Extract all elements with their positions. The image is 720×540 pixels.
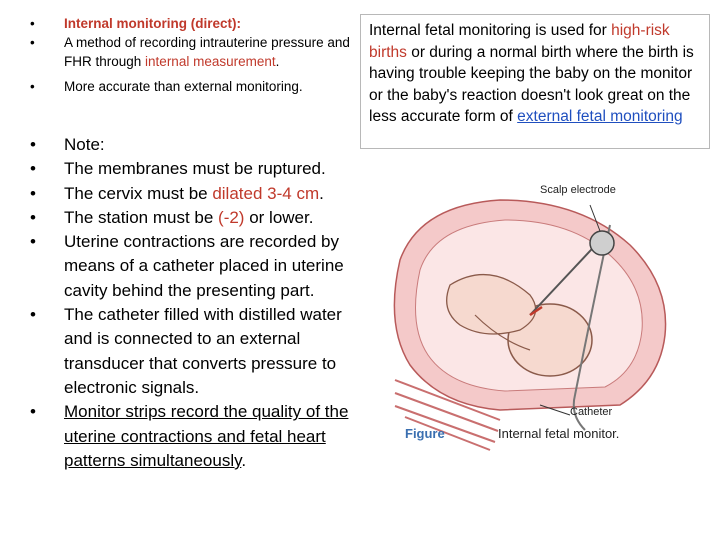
note-bullet-list [30, 133, 360, 473]
method-period: . [275, 54, 280, 69]
membranes-text: The membranes must be ruptured. [64, 159, 326, 179]
internal-fetal-monitor-figure [380, 165, 680, 455]
note-colon: : [99, 135, 105, 154]
bullet-catheter [30, 303, 360, 400]
scalp-electrode-device [590, 231, 614, 255]
bullet-station [30, 206, 360, 230]
bullet-note [30, 133, 360, 157]
station-value: (-2) [218, 207, 245, 227]
monitor-strips-text: Monitor strips record the quality of the uterine contractions and fetal heart patterns simultaneously [64, 402, 349, 470]
cervix-text: The cervix must be [64, 183, 213, 203]
bullet-monitor-strips [30, 400, 360, 473]
bullet-membranes [30, 157, 360, 181]
external-fetal-monitoring-link[interactable]: external fetal monitoring [517, 108, 683, 125]
fetal-monitor-illustration [380, 165, 680, 455]
figure-caption-text: Internal fetal monitor. [498, 426, 620, 441]
callout-text-c: or during a normal birth where the birth is having trouble keeping the baby on the monitor or the baby's reaction doesn't look great on the less accurate form of [369, 43, 694, 125]
dilated-term: dilated 3-4 cm [212, 183, 320, 203]
bullet-contractions [30, 230, 360, 303]
bullet-cervix [30, 182, 360, 206]
top-bullet-list [30, 14, 365, 96]
callout-box [360, 14, 710, 149]
catheter-label: Catheter [570, 406, 613, 418]
figure-caption-label: Figure [405, 426, 445, 441]
scalp-electrode-label: Scalp electrode [540, 184, 616, 196]
monitor-strips-period: . [241, 450, 247, 470]
contractions-text: Uterine contractions are recorded by means of a catheter placed in uterine cavity behind the presenting part. [64, 232, 344, 300]
more-accurate-text: More accurate than external monitoring. [64, 79, 303, 94]
station-text: The station must be [64, 207, 219, 227]
bullet-more-accurate [30, 77, 365, 96]
internal-monitoring-heading: Internal monitoring (direct): [64, 16, 241, 31]
method-text: A method of recording intrauterine pressure and FHR through [64, 35, 350, 69]
callout-text-a: Internal fetal monitoring is used for [369, 22, 612, 39]
cervix-period: . [319, 183, 324, 203]
station-suffix: or lower. [244, 207, 314, 227]
catheter-text: The catheter filled with distilled water and is connected to an external transducer that converts pressure to electronic signals. [64, 305, 342, 397]
note-label: Note [64, 135, 100, 154]
internal-measurement-term: internal measurement [145, 54, 276, 69]
bullet-internal-monitoring [30, 14, 365, 33]
high-risk-term: high-risk births [369, 22, 670, 61]
bullet-method-description [30, 33, 365, 71]
